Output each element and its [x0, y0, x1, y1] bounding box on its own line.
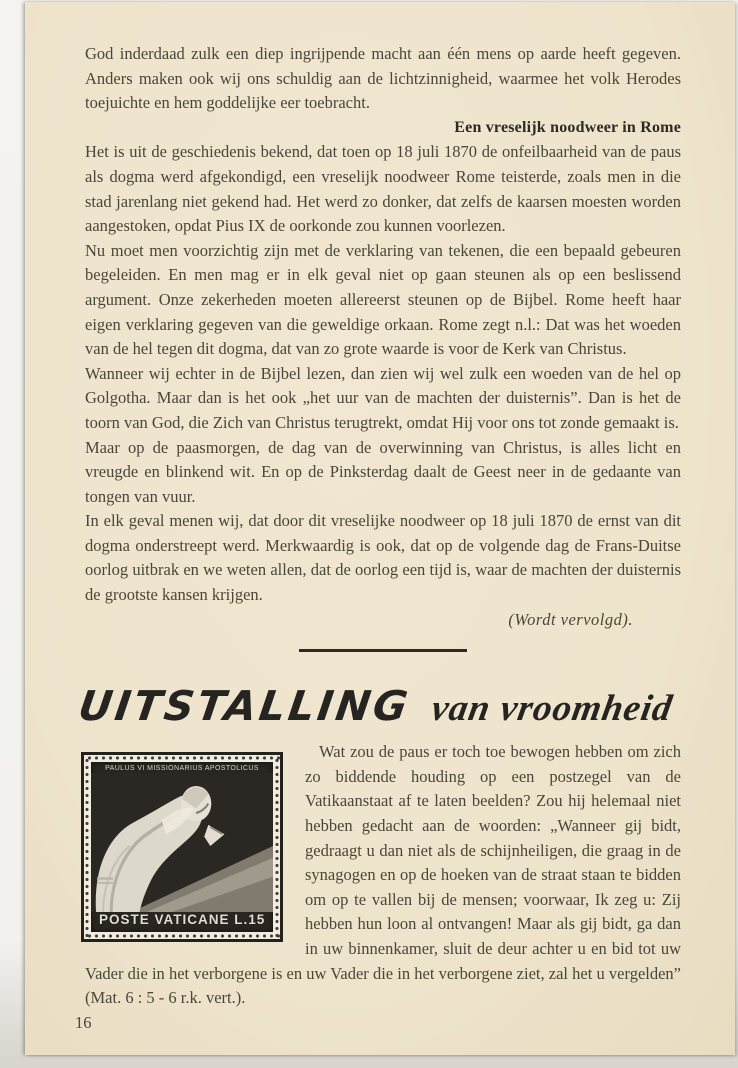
- article-title: [75, 682, 681, 731]
- article-paragraph: Wat zou de paus er toch toe bewogen hebben om zich zo biddende houding op een postzegel van de Vatikaanstaat af te laten beelden? Zou hij helemaal niet hebben gedacht aan de woorden: „Wanneer gij bidt, gedraagt u dan niet als de schijnheiligen, die graag in de synagogen en op de hoeken van de straat staan te bidden om op te vallen bij de mensen; voorwaar, Ik zeg u: Zij hebben hun loon al ontvangen! Maar als gij bidt, ga dan in uw binnenkamer, sluit de deur achter u en bid tot uw Vader die in het verborgene is en uw Vader die in het verborgene ziet, zal het u vergelden” (Mat. 6 : 5 - 6 r.k. vert.).: [85, 742, 681, 1008]
- continuation-note: (Wordt vervolgd).: [508, 609, 633, 629]
- article2: [85, 740, 681, 1011]
- stamp-bottom-caption: POSTE VATICANE L.15: [99, 912, 266, 928]
- scanned-book-page: [25, 2, 735, 1055]
- page-number: 16: [75, 1012, 92, 1032]
- stamp-inner-field: [91, 762, 273, 932]
- article-title-word1: UITSTALLING: [75, 682, 414, 731]
- body-paragraph: Maar op de paasmorgen, de dag van de overwinning van Christus, is alles licht en vreugde en blinkend wit. En op de Pinksterdag daalt de Geest neer in de gedaante van tongen van vuur.: [85, 437, 681, 506]
- body-paragraph: Nu moet men voorzichtig zijn met de verklaring van tekenen, die een bepaald gebeuren begeleiden. En men mag er in elk geval niet op gaan steunen als op een beslissend argument. Onze zekerheden moeten allereerst steunen op de Bijbel. Rome heeft haar eigen verklaring gegeven van die geweldige orkaan. Rome zegt n.l.: Dat was het woeden van de hel tegen dit dogma, dat van zo grote waarde is voor de Kerk van Christus.: [85, 240, 681, 359]
- praying-pope-image: [91, 773, 273, 912]
- intro-paragraph: God inderdaad zulk een diep ingrijpende macht aan één mens op aarde heeft gegeven. Anders maken ook wij ons schuldig aan de lichtzinnigheid, waarmee het volk Herodes toejuichte en hem goddelijke eer toebracht.: [85, 44, 681, 113]
- stamp: [81, 752, 283, 942]
- body-paragraph: Het is uit de geschiedenis bekend, dat toen op 18 juli 1870 de onfeilbaarheid van de paus als dogma werd afgekondigd, een vreselijk noodweer Rome teisterde, zoals men in die stad jarenlang niet gekend had. Het werd zo donker, dat zelfs de kaarsen moesten worden aangestoken, opdat Pius IX de oorkonde zou kunnen voorlezen.: [85, 142, 681, 236]
- body-paragraph: In elk geval menen wij, dat door dit vreselijke noodweer op 18 juli 1870 de ernst van dit dogma onderstreept werd. Merkwaardig is ook, dat op de volgende dag de Frans-Duitse oorlog uitbrak en we weten allen, dat de oorlog een tijd is, waar de machten der duisternis de grootste kansen krijgen.: [85, 511, 681, 605]
- section-heading: Een vreselijk noodweer in Rome: [454, 118, 681, 136]
- body-paragraph: Wanneer wij echter in de Bijbel lezen, dan zien wij wel zulk een woeden van de hel op Golgotha. Maar dan is het ook „het uur van de machten der duisternis”. Dan is het de toorn van God, die Zich van Christus terugtrekt, omdat Hij voor ons tot zonde gemaakt is.: [85, 363, 681, 432]
- stamp-micro-text: [97, 877, 113, 886]
- stamp-top-caption: PAULUS VI MISSIONARIUS APOSTOLICUS: [105, 765, 259, 773]
- article1: [85, 42, 681, 632]
- section-divider: [299, 649, 467, 652]
- article-title-word2: van vroomheid: [428, 688, 676, 730]
